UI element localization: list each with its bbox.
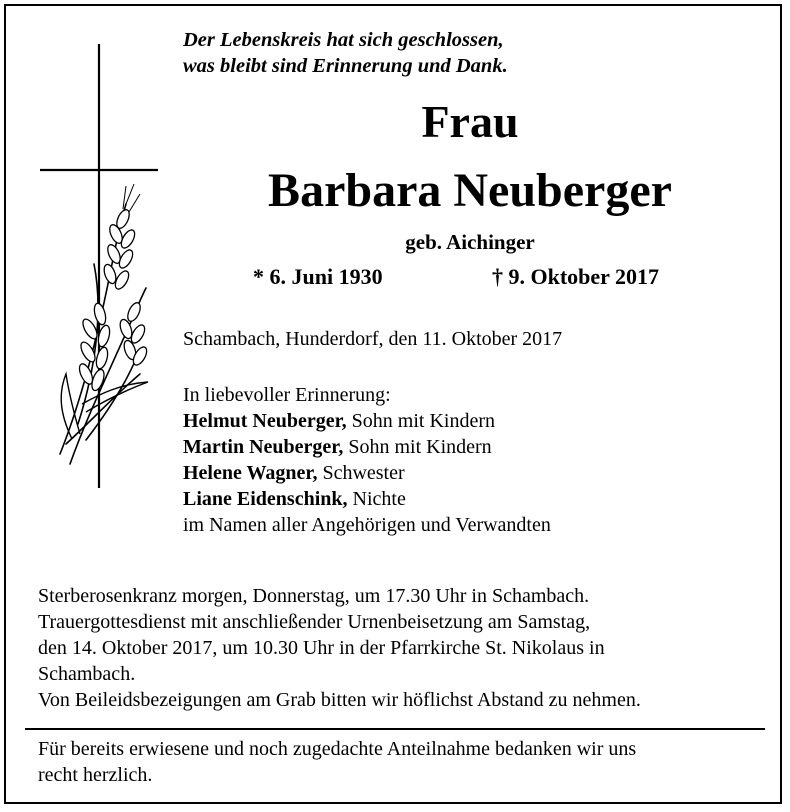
thanks-note (38, 736, 636, 788)
salutation: Frau (421, 96, 519, 147)
notice-line: Schambach. (38, 663, 136, 685)
death-date: † 9. Oktober 2017 (492, 264, 660, 289)
mourners-list (183, 382, 551, 538)
deceased-name: Barbara Neuberger (268, 164, 672, 217)
mourners-closing: im Namen aller Angehörigen und Verwandten (183, 514, 551, 536)
mourner-relation: Sohn mit Kindern (346, 410, 496, 432)
mourner-relation: Sohn mit Kindern (343, 436, 492, 458)
maiden-name: geb. Aichinger (405, 230, 535, 254)
mourner-relation: Schwester (317, 462, 405, 484)
service-notice (38, 583, 641, 713)
birth-date: * 6. Juni 1930 (253, 264, 383, 289)
motto-line: Der Lebenskreis hat sich geschlossen, (183, 29, 504, 51)
notice-line: Von Beileidsbezeigungen am Grab bitten wir höflichst Abstand zu nehmen. (38, 689, 641, 711)
notice-line: den 14. Oktober 2017, um 10.30 Uhr in der Pfarrkirche St. Nikolaus in (38, 637, 605, 659)
motto (183, 27, 508, 79)
list-item (183, 486, 551, 512)
mourner-name: Liane Eidenschink, (183, 488, 348, 510)
thanks-line: Für bereits erwiesene und noch zugedachte Anteilnahme bedanken wir uns (38, 738, 637, 760)
list-item (183, 460, 551, 486)
mourners-intro: In liebevoller Erinnerung: (183, 384, 391, 406)
notice-line: Trauergottesdienst mit anschließender Urnenbeisetzung am Samstag, (38, 611, 591, 633)
divider (25, 728, 765, 730)
notice-line: Sterberosenkranz morgen, Donnerstag, um 17.30 Uhr in Schambach. (38, 585, 590, 607)
mourner-name: Helene Wagner, (183, 462, 318, 484)
mourner-relation: Nichte (347, 488, 406, 510)
place-and-date: Schambach, Hunderdorf, den 11. Oktober 2017 (183, 328, 563, 350)
motto-line: was bleibt sind Erinnerung und Dank. (183, 55, 508, 77)
list-item (183, 408, 551, 434)
mourner-name: Helmut Neuberger, (183, 410, 347, 432)
mourner-name: Martin Neuberger, (183, 436, 344, 458)
thanks-line: recht herzlich. (38, 764, 153, 786)
list-item (183, 434, 551, 460)
